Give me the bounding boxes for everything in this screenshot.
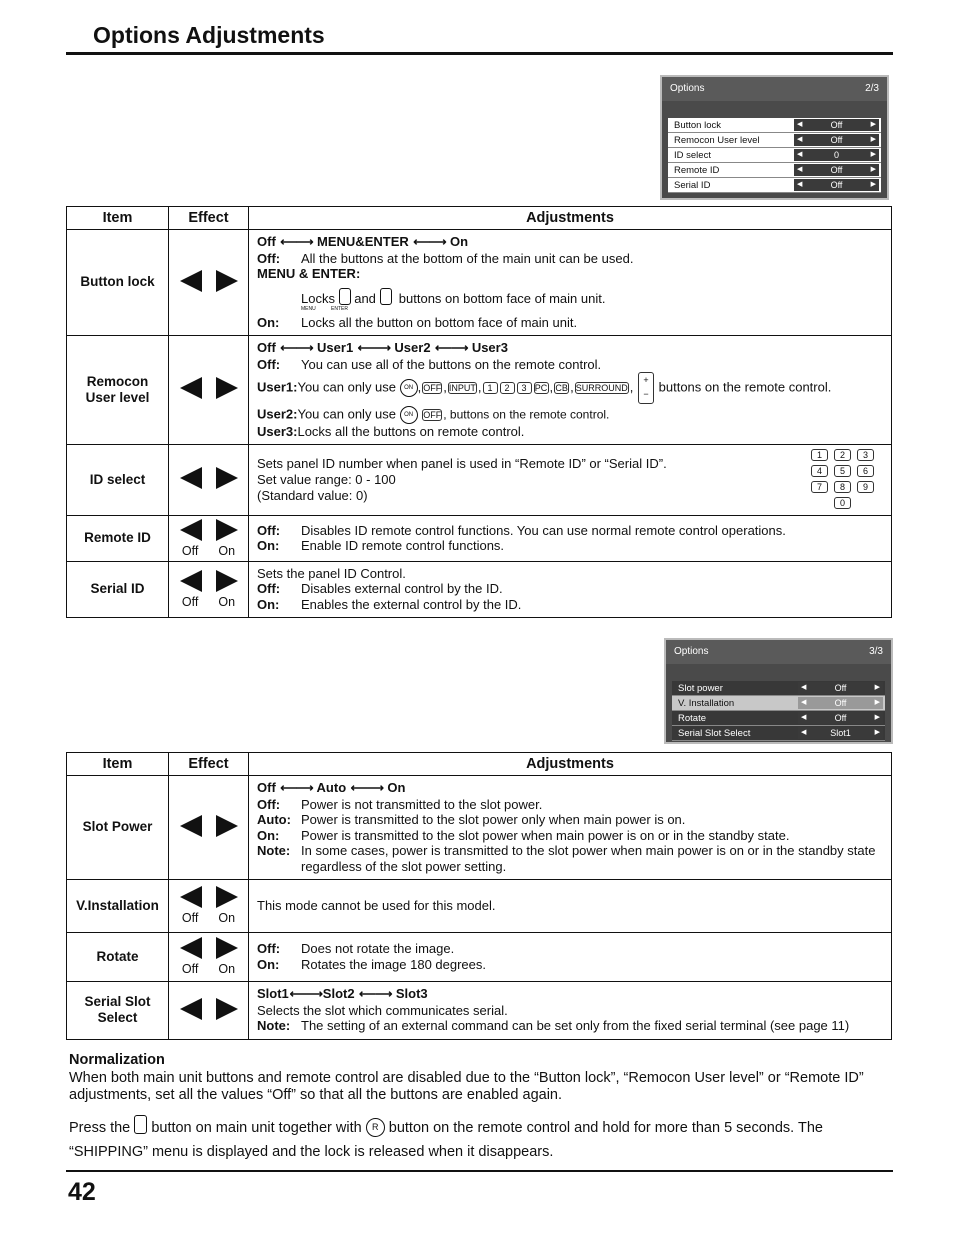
osd-row xyxy=(668,133,881,148)
adjustments-cell: Off ⟵⟶ MENU&ENTER ⟵⟶ On Off: All the buttons at the bottom of the main unit can be used. MENU & ENTER: Locks and buttons on bottom face of main unit. MENU ENTER On: Locks all the button on bottom face of main unit. xyxy=(249,230,892,336)
osd-row xyxy=(672,696,885,711)
effect-cell xyxy=(169,230,249,336)
right-triangle-icon xyxy=(216,519,238,541)
adjustments-cell: Sets panel ID number when panel is used in “Remote ID” or “Serial ID”. Set value range: 0 - 100 (Standard value: 0) 1 2 3 4 5 6 7 8 9 0 xyxy=(249,444,892,515)
right-triangle-icon xyxy=(216,937,238,959)
menu-button-icon xyxy=(339,288,351,305)
right-arrow-icon: ▶ xyxy=(874,684,880,691)
table-row xyxy=(67,561,892,617)
osd-row-value: ◀ 0 ▶ xyxy=(794,149,879,161)
options-table-2 xyxy=(66,752,892,1040)
vol-button-icon: + − xyxy=(638,372,654,404)
item-button-lock: Button lock xyxy=(67,230,169,336)
key-3-icon: 3 xyxy=(517,382,532,394)
numpad-icon: 1 2 3 4 5 6 7 8 9 0 xyxy=(811,449,875,509)
left-triangle-icon xyxy=(180,937,202,959)
double-arrow-icon: ⟵⟶ xyxy=(357,340,390,355)
double-arrow-icon: ⟵⟶ xyxy=(280,235,313,249)
off-button-icon: OFF xyxy=(423,383,442,394)
left-arrow-icon: ◀ xyxy=(801,684,807,691)
col-item: Item xyxy=(67,207,169,230)
left-arrow-icon: ◀ xyxy=(797,151,803,158)
item-serial-slot-select: Serial Slot Select xyxy=(67,981,169,1039)
double-arrow-icon: ⟵⟶ xyxy=(350,781,383,795)
osd-header xyxy=(666,640,891,664)
osd-row-value: ◀ Off ▶ xyxy=(798,697,883,709)
osd-menu-options-2 xyxy=(660,75,889,200)
item-remocon-user-level: Remocon User level xyxy=(67,335,169,444)
bottom-rule xyxy=(66,1170,893,1172)
osd-row xyxy=(672,681,885,696)
page-number: 42 xyxy=(68,1178,96,1206)
left-arrow-icon: ◀ xyxy=(801,729,807,736)
osd-title: Options xyxy=(670,83,705,94)
osd-row-value: ◀ Slot1 ▶ xyxy=(798,727,883,739)
effect-cell xyxy=(169,776,249,880)
normalization-heading: Normalization xyxy=(69,1052,165,1068)
item-rotate: Rotate xyxy=(67,932,169,981)
key-2-icon: 2 xyxy=(500,382,515,394)
osd-menu-options-3 xyxy=(664,638,893,744)
table-row xyxy=(67,981,892,1039)
item-slot-power: Slot Power xyxy=(67,776,169,880)
right-triangle-icon xyxy=(216,570,238,592)
left-triangle-icon xyxy=(180,377,202,399)
left-arrow-icon: ◀ xyxy=(797,181,803,188)
left-triangle-icon xyxy=(180,270,202,292)
table-row xyxy=(67,932,892,981)
right-arrow-icon: ▶ xyxy=(874,729,880,736)
osd-row-value: ◀ Off ▶ xyxy=(794,179,879,191)
table-row xyxy=(67,230,892,336)
adjustments-cell: Sets the panel ID Control. Off: Disables external control by the ID. On: Enables the external control by the ID. xyxy=(249,561,892,617)
normalization-instructions: Press the button on main unit together with R button on the remote control and hold for more than 5 seconds. The “SHIPPING” menu is displayed and the lock is released when it disappears. xyxy=(69,1115,895,1164)
osd-row-label: Serial Slot Select xyxy=(678,728,751,739)
adjustments-cell: Off ⟵⟶ User1 ⟵⟶ User2 ⟵⟶ User3 Off: You can use all of the buttons on the remote control. User1:You can only use ON , OFF , INPUT , 1 2 3 PC , CB , SURROUND , + − buttons on the remote control. User2:You can only use ON OFF , buttons on the remote control. User3:Locks all the buttons on remote control. xyxy=(249,335,892,444)
left-arrow-icon: ◀ xyxy=(797,166,803,173)
osd-row-value: ◀ Off ▶ xyxy=(798,712,883,724)
left-arrow-icon: ◀ xyxy=(801,699,807,706)
osd-row-label: Remocon User level xyxy=(674,135,760,146)
osd-rows xyxy=(668,118,881,193)
key-1-icon: 1 xyxy=(483,382,498,394)
osd-rows xyxy=(672,681,885,741)
right-arrow-icon: ▶ xyxy=(870,121,876,128)
effect-cell: Off On xyxy=(169,879,249,932)
item-remote-id: Remote ID xyxy=(67,515,169,561)
osd-row xyxy=(668,178,881,193)
left-triangle-icon xyxy=(180,815,202,837)
effect-cell: Off On xyxy=(169,515,249,561)
col-adjustments: Adjustments xyxy=(249,753,892,776)
adjustments-cell: Off: Disables ID remote control functions. You can use normal remote control operations. On: Enable ID remote control functions. xyxy=(249,515,892,561)
double-arrow-icon: ⟵⟶ xyxy=(289,987,322,1002)
adjustments-cell: This mode cannot be used for this model. xyxy=(249,879,892,932)
effect-cell: Off On xyxy=(169,932,249,981)
vol-button-icon xyxy=(134,1115,147,1134)
r-button-icon: R xyxy=(366,1118,385,1137)
right-triangle-icon xyxy=(216,270,238,292)
title-rule xyxy=(66,52,893,55)
normalization-text: When both main unit buttons and remote control are disabled due to the “Button lock”, “Remocon User level” or “Remote ID” adjustments, set all the values “Off” so that all the buttons are enabled again. xyxy=(69,1069,864,1103)
col-effect: Effect xyxy=(169,753,249,776)
table-row xyxy=(67,879,892,932)
double-arrow-icon: ⟵⟶ xyxy=(280,340,313,355)
col-item: Item xyxy=(67,753,169,776)
right-triangle-icon xyxy=(216,815,238,837)
right-triangle-icon xyxy=(216,998,238,1020)
right-triangle-icon xyxy=(216,467,238,489)
col-effect: Effect xyxy=(169,207,249,230)
item-id-select: ID select xyxy=(67,444,169,515)
effect-cell xyxy=(169,335,249,444)
osd-page: 3/3 xyxy=(869,646,883,657)
item-serial-id: Serial ID xyxy=(67,561,169,617)
left-triangle-icon xyxy=(180,467,202,489)
right-arrow-icon: ▶ xyxy=(874,699,880,706)
osd-header xyxy=(662,77,887,101)
osd-row xyxy=(672,711,885,726)
col-adjustments: Adjustments xyxy=(249,207,892,230)
right-arrow-icon: ▶ xyxy=(874,714,880,721)
osd-row-label: V. Installation xyxy=(678,698,735,709)
right-arrow-icon: ▶ xyxy=(870,181,876,188)
table-row xyxy=(67,515,892,561)
osd-title: Options xyxy=(674,646,709,657)
surround-button-icon: SURROUND xyxy=(575,383,628,394)
osd-page: 2/3 xyxy=(865,83,879,94)
osd-row-value: ◀ Off ▶ xyxy=(794,164,879,176)
osd-row-label: Serial ID xyxy=(674,180,711,191)
input-button-icon: INPUT xyxy=(448,383,476,394)
on-button-icon: ON xyxy=(400,379,418,397)
right-triangle-icon xyxy=(216,377,238,399)
osd-row-label: Slot power xyxy=(678,683,723,694)
osd-row xyxy=(668,148,881,163)
osd-row-value: ◀ Off ▶ xyxy=(798,682,883,694)
osd-row xyxy=(668,118,881,133)
osd-row xyxy=(668,163,881,178)
pc-button-icon: PC xyxy=(534,383,548,394)
left-arrow-icon: ◀ xyxy=(797,136,803,143)
osd-row xyxy=(672,726,885,741)
effect-cell xyxy=(169,444,249,515)
osd-row-label: Rotate xyxy=(678,713,706,724)
osd-row-label: ID select xyxy=(674,150,711,161)
double-arrow-icon: ⟵⟶ xyxy=(359,987,392,1002)
effect-cell xyxy=(169,981,249,1039)
adjustments-cell: Off ⟵⟶ Auto ⟵⟶ On Off: Power is not transmitted to the slot power. Auto: Power is transmitted to the slot power only when main power is on. On: Power is transmitted to the slot power when main power is on or in the standby state. Note: In some cases, power is transmitted to the slot power when main power is on or in the standby state regardless of the slot power setting. xyxy=(249,776,892,880)
right-arrow-icon: ▶ xyxy=(870,151,876,158)
cb-button-icon: CB xyxy=(555,383,568,394)
osd-row-label: Button lock xyxy=(674,120,721,131)
table-row xyxy=(67,335,892,444)
right-arrow-icon: ▶ xyxy=(870,136,876,143)
osd-row-label: Remote ID xyxy=(674,165,720,176)
left-triangle-icon xyxy=(180,886,202,908)
double-arrow-icon: ⟵⟶ xyxy=(280,781,313,795)
effect-cell: Off On xyxy=(169,561,249,617)
off-button-icon: OFF xyxy=(423,410,442,421)
adjustments-cell: Slot1⟵⟶Slot2 ⟵⟶ Slot3 Selects the slot which communicates serial. Note: The setting of an external command can be set only from the fixed serial terminal (see page 11) xyxy=(249,981,892,1039)
item-v-installation: V.Installation xyxy=(67,879,169,932)
right-triangle-icon xyxy=(216,886,238,908)
table-row xyxy=(67,776,892,880)
left-triangle-icon xyxy=(180,570,202,592)
left-arrow-icon: ◀ xyxy=(801,714,807,721)
right-arrow-icon: ▶ xyxy=(870,166,876,173)
normalization-section xyxy=(69,1052,895,1164)
enter-button-icon xyxy=(380,288,392,305)
osd-row-value: ◀ Off ▶ xyxy=(794,119,879,131)
osd-row-value: ◀ Off ▶ xyxy=(794,134,879,146)
table-row xyxy=(67,444,892,515)
on-button-icon: ON xyxy=(400,406,418,424)
double-arrow-icon: ⟵⟶ xyxy=(434,340,468,355)
options-table-1 xyxy=(66,206,892,618)
left-arrow-icon: ◀ xyxy=(797,121,803,128)
adjustments-cell: Off: Does not rotate the image. On: Rotates the image 180 degrees. xyxy=(249,932,892,981)
double-arrow-icon: ⟵⟶ xyxy=(413,235,446,249)
left-triangle-icon xyxy=(180,998,202,1020)
left-triangle-icon xyxy=(180,519,202,541)
page-title: Options Adjustments xyxy=(93,22,325,48)
